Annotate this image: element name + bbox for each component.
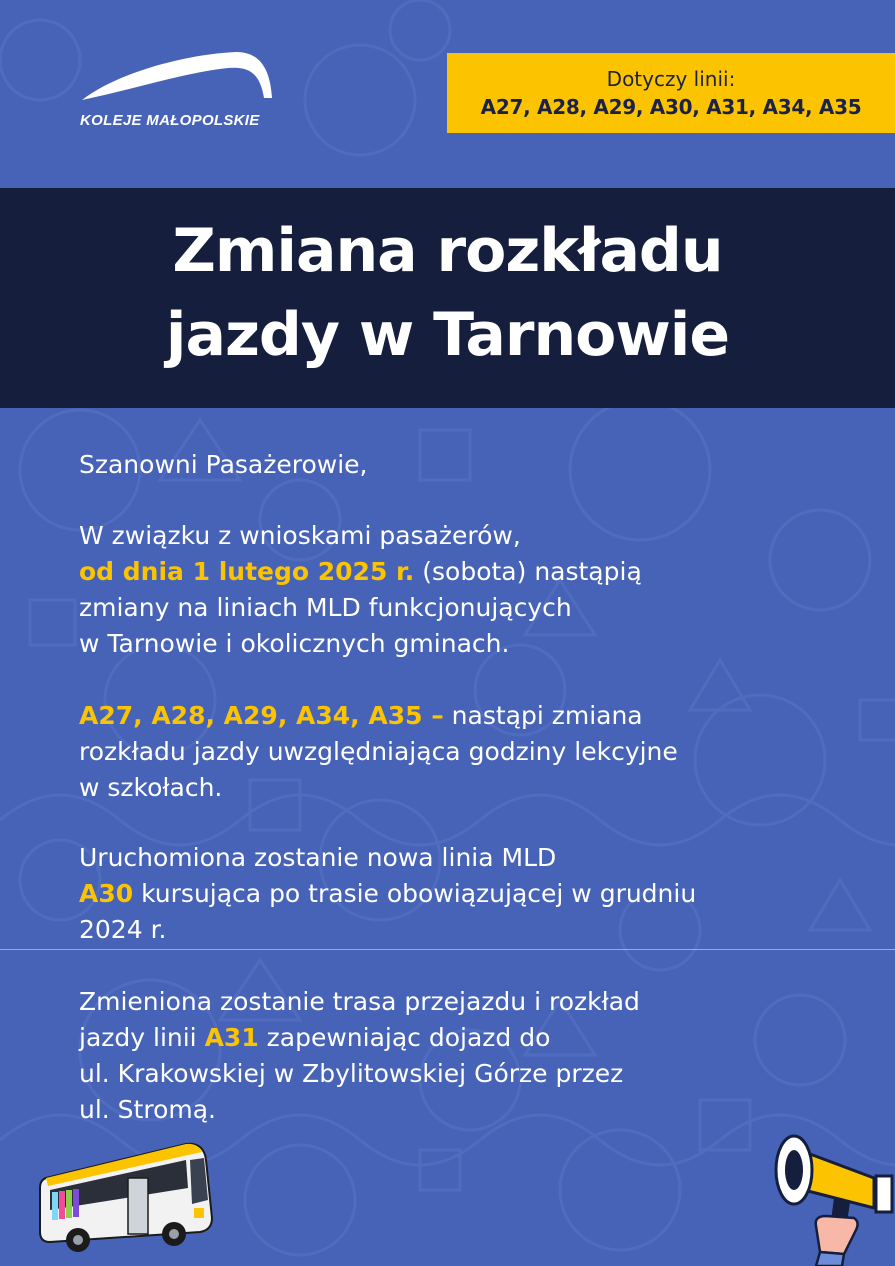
koleje-malopolskie-logo: [78, 44, 278, 136]
affected-lines-label: Dotyczy linii:: [606, 67, 736, 91]
paragraph-4-line-2-pre: jazdy linii: [79, 1023, 205, 1052]
bus-icon: [36, 1138, 216, 1254]
paragraph-4-line-3: ul. Krakowskiej w Zbylitowskiej Górze przez: [79, 1059, 624, 1088]
lines-highlight: A27, A28, A29, A34, A35 –: [79, 701, 444, 730]
greeting-text: Szanowni Pasażerowie,: [79, 450, 368, 479]
paragraph-1-line-2: [79, 554, 859, 590]
page-title-line-1: Zmiana rozkładu: [172, 216, 723, 286]
paragraph-3-line-3: 2024 r.: [79, 915, 167, 944]
paragraph-1: [79, 518, 859, 662]
paragraph-1-line-4: w Tarnowie i okolicznych gminach.: [79, 629, 510, 658]
page-title-line-2: jazdy w Tarnowie: [165, 300, 730, 370]
affected-lines-box: [447, 53, 895, 133]
paragraph-4-line-4: ul. Stromą.: [79, 1095, 216, 1124]
paragraph-1-line-3: zmiany na liniach MLD funkcjonujących: [79, 593, 572, 622]
paragraph-1-line-2-rest: (sobota) nastąpią: [414, 557, 642, 586]
megaphone-icon: [764, 1118, 895, 1266]
affected-lines-list: A27, A28, A29, A30, A31, A34, A35: [480, 95, 862, 119]
paragraph-3-line-1: Uruchomiona zostanie nowa linia MLD: [79, 843, 557, 872]
paragraph-2: [79, 698, 859, 806]
paragraph-2-line-1-rest: nastąpi zmiana: [443, 701, 643, 730]
paragraph-3-line-2: [79, 876, 859, 912]
paragraph-1-line-1: W związku z wnioskami pasażerów,: [79, 521, 521, 550]
logo-text: KOLEJE MAŁOPOLSKIE: [80, 112, 260, 129]
paragraph-4-line-1: Zmieniona zostanie trasa przejazdu i rozkład: [79, 987, 640, 1016]
paragraph-4-line-2: [79, 1020, 859, 1056]
separator-line: [0, 949, 895, 950]
paragraph-4: [79, 984, 859, 1128]
paragraph-4-line-2-post: zapewniając dojazd do: [258, 1023, 551, 1052]
paragraph-2-line-1: [79, 698, 859, 734]
paragraph-2-line-3: w szkołach.: [79, 773, 223, 802]
title-band: [0, 188, 895, 408]
paragraph-3: [79, 840, 859, 948]
date-highlight: od dnia 1 lutego 2025 r.: [79, 557, 415, 586]
greeting: [79, 447, 859, 483]
line-a31-highlight: A31: [204, 1023, 259, 1052]
paragraph-2-line-2: rozkładu jazdy uwzględniająca godziny lekcyjne: [79, 737, 678, 766]
paragraph-3-line-2-rest: kursująca po trasie obowiązującej w grudniu: [133, 879, 697, 908]
koleje-malopolskie-logo-icon: [78, 44, 278, 106]
line-a30-highlight: A30: [79, 879, 134, 908]
